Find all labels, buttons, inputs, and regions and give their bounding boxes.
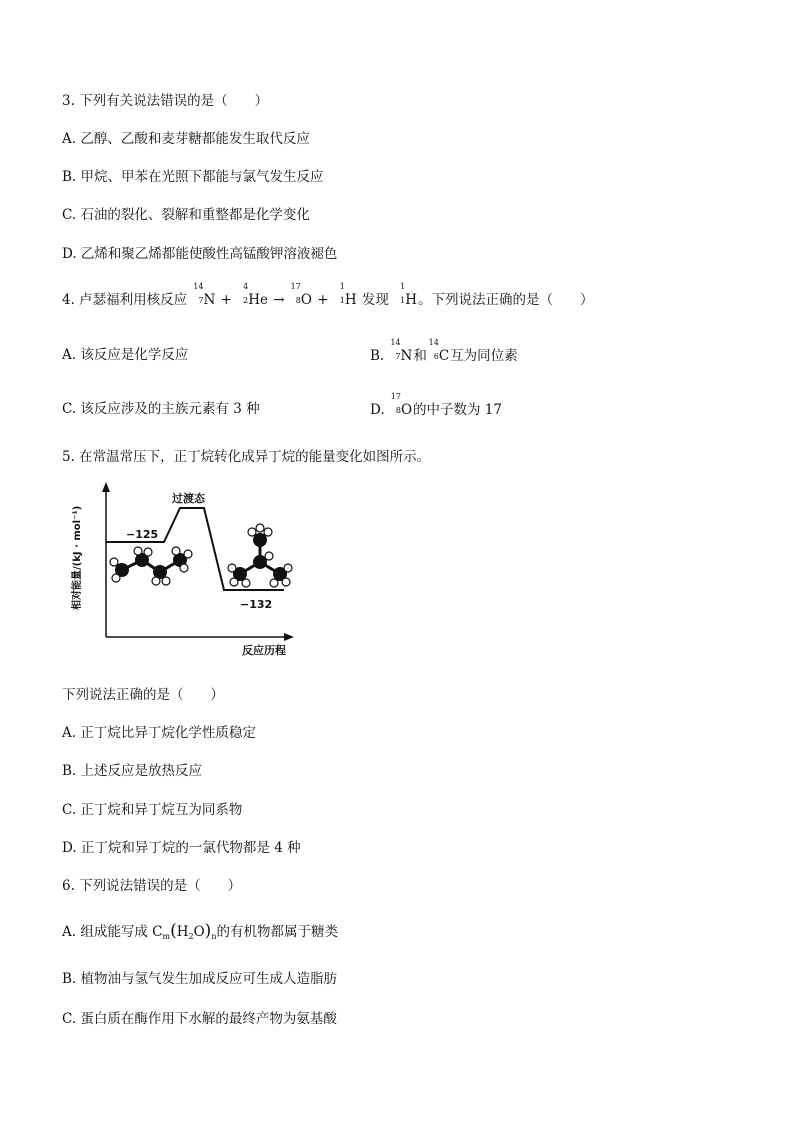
q4-option-a: A. 该反应是化学反应 bbox=[62, 347, 189, 363]
q5-option-b: B. 上述反应是放热反应 bbox=[62, 763, 203, 779]
right-energy-value: −132 bbox=[240, 598, 273, 611]
q6-stem: 6. 下列说法错误的是（ ） bbox=[62, 878, 242, 894]
n-butane-molecule bbox=[110, 547, 192, 585]
q3-option-b: B. 甲烷、甲苯在光照下都能与氯气发生反应 bbox=[62, 169, 324, 185]
q3-stem: 3. 下列有关说法错误的是（ ） bbox=[62, 93, 269, 109]
q3-option-d: D. 乙烯和聚乙烯都能使酸性高锰酸钾溶液褪色 bbox=[62, 246, 338, 262]
q3-option-c: C. 石油的裂化、裂解和重整都是化学变化 bbox=[62, 207, 310, 223]
left-energy-value: −125 bbox=[126, 528, 159, 541]
q5-option-d: D. 正丁烷和异丁烷的一氯代物都是 4 种 bbox=[62, 840, 301, 856]
nuclide-h1-found: 1 1 bbox=[400, 282, 406, 305]
q3-option-a: A. 乙醇、乙酸和麦芽糖都能发生取代反应 bbox=[62, 131, 310, 147]
isobutane-molecule bbox=[228, 524, 292, 587]
q5-stem: 5. 在常温常压下，正丁烷转化成异丁烷的能量变化如图所示。 bbox=[62, 449, 431, 465]
q5-option-c: C. 正丁烷和异丁烷互为同系物 bbox=[62, 802, 243, 818]
nuclide-h1: 1 1 bbox=[339, 282, 345, 305]
q6-option-c: C. 蛋白质在酶作用下水解的最终产物为氨基酸 bbox=[62, 1011, 337, 1027]
q5-question: 下列说法正确的是（ ） bbox=[62, 687, 224, 703]
arrow-icon: → bbox=[273, 292, 285, 308]
energy-diagram bbox=[64, 482, 304, 660]
q4-option-d: D. 17 8 O的中子数为 17 bbox=[370, 392, 502, 418]
nuclide-he4: 4 2 bbox=[243, 282, 249, 305]
y-axis-label: 相对能量/(kJ · mol⁻¹) bbox=[72, 505, 83, 610]
q4-option-c: C. 该反应涉及的主族元素有 3 种 bbox=[62, 401, 260, 417]
nuclide-o17: 17 8 bbox=[290, 282, 301, 305]
q6-option-a: A. 组成能写成 $C_m(H_2O)_n$的有机物都属于糖类 bbox=[62, 921, 338, 941]
nuclide-n14: 14 7 bbox=[193, 282, 204, 305]
q4-option-b: B. 14 7 N和 14 6 C互为同位素 bbox=[370, 338, 518, 364]
q6-option-b: B. 植物油与氢气发生加成反应可生成人造脂肪 bbox=[62, 971, 338, 987]
formula-cm-h2o-n: $C_m(H_2O)_n$ bbox=[152, 921, 217, 941]
x-axis-label: 反应历程 bbox=[242, 644, 286, 657]
q4-stem: 4. 卢瑟福利用核反应 14 7 N + 4 2 He → 17 8 O + 1 1 H 发现 1 1 H。下列说法正确的是（ ） bbox=[62, 282, 594, 308]
q5-option-a: A. 正丁烷比异丁烷化学性质稳定 bbox=[62, 725, 256, 741]
transition-state-label: 过渡态 bbox=[172, 492, 205, 505]
